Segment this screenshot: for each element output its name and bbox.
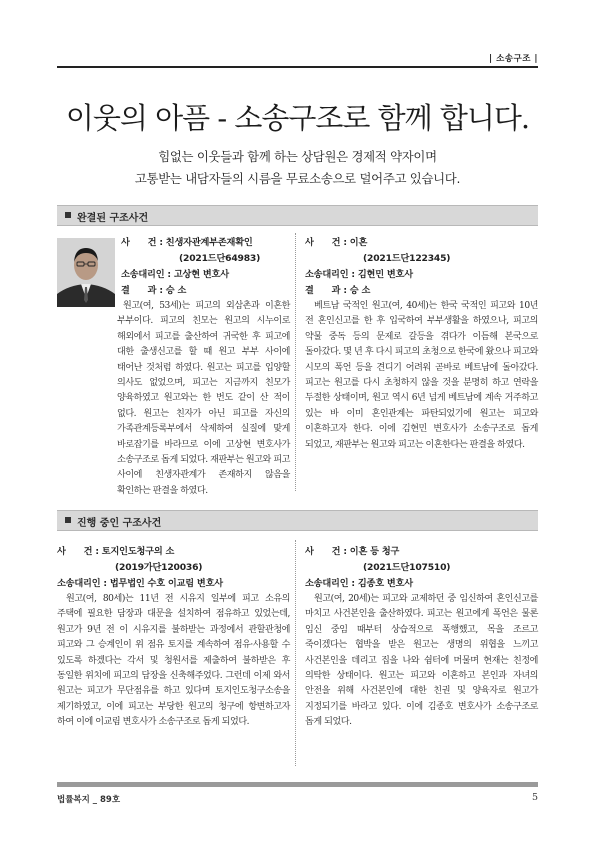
case-body: [57, 299, 290, 499]
case-paragraph: 원고(여, 80세)는 11년 전 시유지 일부에 피고 소유의 주택에 필요한 담장과 대문을 설치하여 점유하고 있었는데, 원고가 9년 전 이 시유지를 불하받는 과정에서 관할관청에 피고와 그 승계인이 위 점유 토지를 계속하여 점유·사용할 수 있도록 하겠다는 각서 및 청원서를 제출하여 불하받은 후 동일한 위치에 피고의 담장을 신축해주었다. 그런데 이제 와서 원고는 피고가 무단점유를 하고 있다며 토지인도청구소송을 제기하였고, 이에 피고는 부당한 원고의 청구에 항변하고자 하여 이에 이교림 변호사가 소송구조로 돕게 되었다.: [57, 594, 290, 728]
case-info: [305, 235, 450, 299]
page-subtitle: [57, 146, 538, 190]
square-bullet-icon: [65, 212, 71, 218]
case-attorney: 소송대리인 : 김종호 변호사: [305, 578, 413, 589]
case-paragraph: 베트남 국적인 원고(여, 40세)는 한국 국적인 피고와 10년 전 혼인신고를 한 후 입국하여 부부생활을 하였으나, 피고의 약물 중독 등의 문제로 갈등을 겪다가 이듬해 본국으로 돌아갔다. 몇 년 후 다시 피고의 초청으로 한국에 왔으나 피고와 시모의 폭언 등을 견디기 어려워 곧바로 베트남에 돌아갔다. 피고는 원고를 다시 초청하지 않을 것을 분명히 하고 연락을 두절한 상태이며, 원고 역시 6년 넘게 베트남에 계속 거주하고 있는 바 이미 혼인관계는 파탄되었기에 원고는 피고와 이혼하고자 한다. 이에 김현민 변호사가 소송구조로 돕게 되었고, 재판부는 원고와 피고는 이혼한다는 판결을 하였다.: [305, 301, 538, 450]
case-info: [57, 544, 223, 592]
case-paragraph: 원고(여, 53세)는 피고의 외삼촌과 이혼한 부부이다. 피고의 친모는 원고의 시누이로 해외에서 피고를 출산하여 귀국한 후 피고에 대한 출생신고를 할 때 원고 부부 사이에 태어난 것처럼 하였다. 원고는 피고를 입양할 의사도 없었으며, 피고는 지금까지 친모가 양육하였고 원고와는 한 번도 같이 산 적이 없다. 원고는 친자가 아닌 피고를 자신의 가족관계등록부에서 삭제하여 실질에 맞게 바로잡기를 바라므로 이에 고상현 변호사가 소송구조로 돕게 되었다. 재판부는 원고와 피고 사이에 친생자관계가 존재하지 않음을 확인하는 판결을 하였다.: [117, 301, 291, 496]
case-title: 사 건 : 이혼: [305, 237, 368, 248]
case-number: (2021드단64983): [179, 253, 261, 264]
subtitle-line: 힘없는 이웃들과 함께 하는 상담원은 경제적 약자이며: [158, 149, 437, 164]
case-attorney: 소송대리인 : 김현민 변호사: [305, 269, 413, 280]
case-body: [57, 592, 290, 731]
section-label: 진행 중인 구조사건: [77, 518, 162, 529]
case-attorney: 소송대리인 : 법무법인 수호 이교림 변호사: [57, 578, 223, 589]
case-result: 결 과 : 승 소: [121, 285, 187, 296]
publication-label: 법률복지 _ 89호: [57, 795, 121, 805]
square-bullet-icon: [65, 517, 71, 523]
page-title: 이웃의 아픔 - 소송구조로 함께 합니다.: [65, 101, 530, 135]
attorney-photo: [57, 238, 115, 307]
bottom-rule: [57, 782, 538, 787]
case-info: [305, 544, 450, 592]
case-body: [305, 592, 538, 731]
page-number: 5: [531, 792, 538, 803]
case-info: [121, 235, 260, 299]
case-title: 사 건 : 이혼 등 청구: [305, 546, 400, 557]
case-paragraph: 원고(여, 20세)는 피고와 교제하던 중 임신하여 혼인신고를 마치고 사건본인을 출산하였다. 피고는 원고에게 폭언은 물론 임신 중임 때부터 상습적으로 폭행했고, 목을 조르고 죽이겠다는 협박을 받은 원고는 생명의 위협을 느끼고 사건본인을 데리고 집을 나와 쉼터에 머물며 현재는 친정에 의탁한 상태이다. 원고는 피고와 이혼하고 본인과 자녀의 안전을 위해 사건본인에 대한 친권 및 양육자로 원고가 지정되기를 바라고 있다. 이에 김종호 변호사가 소송구조로 돕게 되었다.: [305, 594, 538, 728]
section-label: 완결된 구조사건: [77, 213, 149, 224]
section-tag: | 소송구조 |: [489, 54, 538, 64]
section-header-completed: [57, 205, 538, 226]
case-number: (2021드단122345): [363, 253, 451, 264]
column-divider: [295, 233, 296, 491]
case-number: (2019가단120036): [115, 562, 203, 573]
case-attorney: 소송대리인 : 고상현 변호사: [121, 269, 229, 280]
case-title: 사 건 : 토지인도청구의 소: [57, 546, 175, 557]
case-body: [305, 299, 538, 453]
column-divider: [295, 540, 296, 766]
case-title: 사 건 : 친생자관계부존재확인: [121, 237, 253, 248]
case-number: (2021드단107510): [363, 562, 451, 573]
subtitle-line: 고통받는 내담자들의 시름을 무료소송으로 덜어주고 있습니다.: [134, 171, 461, 186]
top-rule: [57, 66, 538, 68]
case-result: 결 과 : 승 소: [305, 285, 371, 296]
section-header-ongoing: [57, 510, 538, 531]
